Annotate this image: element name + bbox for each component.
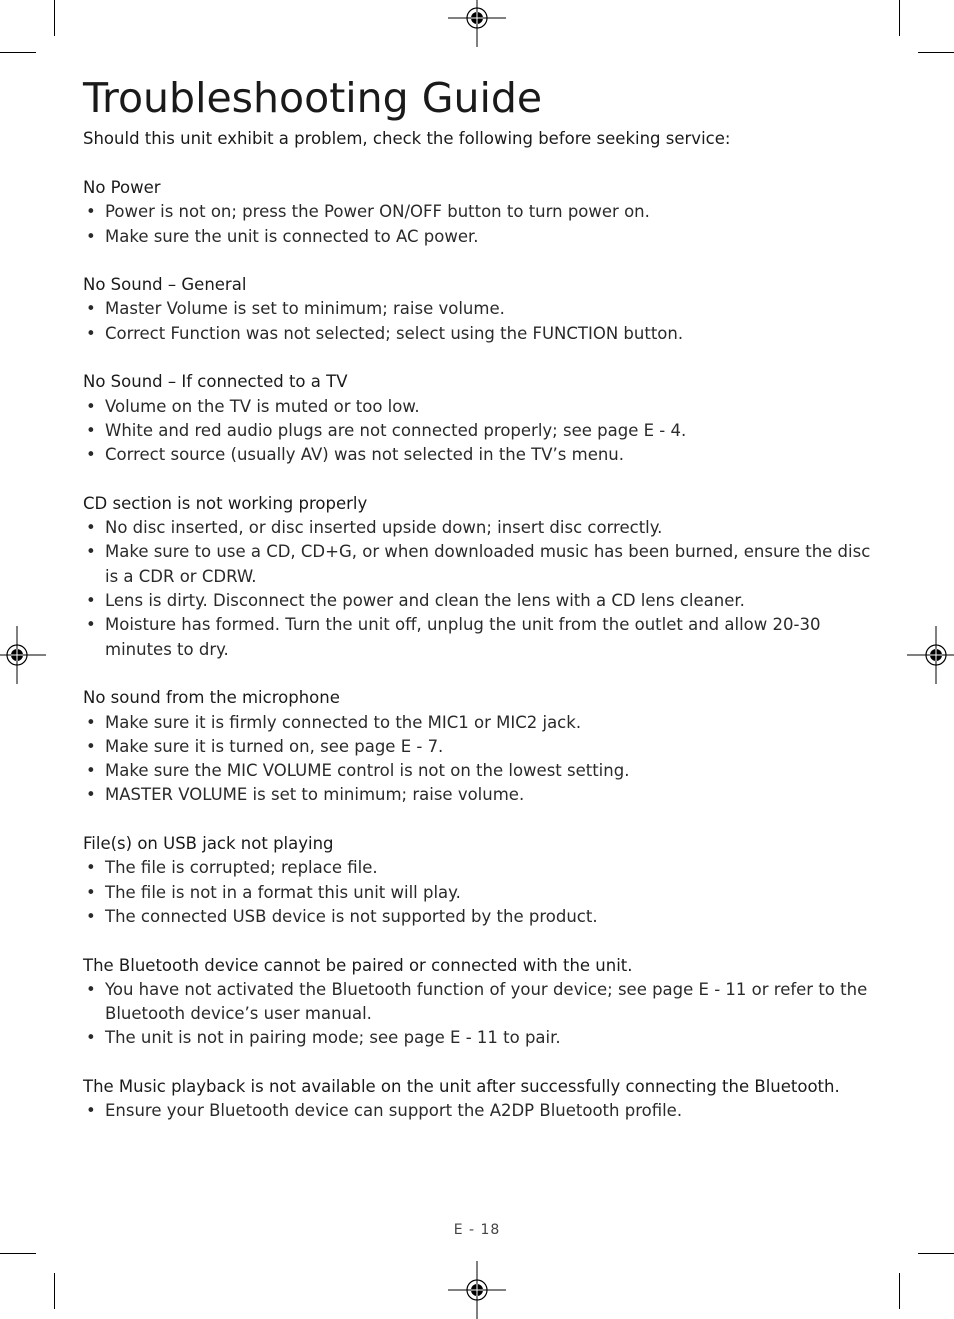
list-item — [83, 1099, 873, 1123]
list-item-text: Power is not on; press the Power ON/OFF button to turn power on. — [105, 202, 650, 222]
section-heading: No Sound – If connected to a TV — [83, 372, 348, 392]
list-item-text: Make sure it is firmly connected to the MIC1 or MIC2 jack. — [105, 712, 582, 732]
bullet-icon: • — [86, 906, 96, 926]
list-item-text: Make sure it is turned on, see page E - 7. — [105, 736, 444, 756]
section-heading: No Power — [83, 178, 161, 197]
list-item — [83, 905, 873, 929]
registration-mark-icon — [0, 626, 46, 684]
bullet-list — [83, 711, 873, 808]
bullet-list — [83, 978, 873, 1051]
registration-mark-icon — [907, 626, 954, 684]
list-item — [83, 783, 873, 807]
bullet-icon: • — [86, 420, 96, 440]
troubleshooting-section — [83, 273, 873, 346]
list-item-text: Make sure to use a CD, CD+G, or when downloaded music has been burned, ensure the disc is a CDR or CDRW. — [105, 542, 871, 586]
list-item-text: Correct Function was not selected; select using the FUNCTION button. — [105, 323, 684, 343]
bullet-list — [83, 1099, 873, 1123]
crop-mark — [0, 52, 36, 53]
section-heading: File(s) on USB jack not playing — [83, 834, 334, 854]
section-heading: CD section is not working properly — [83, 493, 368, 513]
section-heading: The Bluetooth device cannot be paired or connected with the unit. — [83, 955, 633, 975]
list-item-text: Moisture has formed. Turn the unit off, unplug the unit from the outlet and allow 20-30 minutes to dry. — [105, 615, 821, 659]
list-item-text: You have not activated the Bluetooth function of your device; see page E - 11 or refer to the Bluetooth device’s user manual. — [105, 979, 868, 1024]
bullet-icon: • — [86, 761, 96, 781]
bullet-list — [83, 297, 873, 346]
list-item-text: Volume on the TV is muted or too low. — [105, 396, 420, 416]
troubleshooting-section — [83, 954, 873, 1051]
bullet-icon: • — [86, 736, 96, 756]
registration-mark-icon — [448, 0, 506, 47]
list-item — [83, 711, 873, 735]
list-item-text: White and red audio plugs are not connected properly; see page E - 4. — [105, 420, 687, 440]
bullet-icon: • — [86, 396, 96, 416]
bullet-icon: • — [86, 202, 96, 222]
crop-mark — [0, 1253, 36, 1254]
list-item — [83, 856, 873, 880]
troubleshooting-section — [83, 686, 873, 807]
list-item — [83, 322, 873, 346]
crop-mark — [54, 1273, 55, 1309]
list-item-text: MASTER VOLUME is set to minimum; raise volume. — [105, 785, 525, 805]
bullet-icon: • — [86, 882, 96, 902]
bullet-icon: • — [86, 591, 96, 611]
bullet-icon: • — [86, 979, 96, 999]
intro-text: Should this unit exhibit a problem, check the following before seeking service: — [83, 129, 731, 148]
troubleshooting-section — [83, 832, 873, 929]
list-item — [83, 200, 873, 224]
bullet-list — [83, 516, 873, 662]
crop-mark — [899, 1273, 900, 1309]
list-item — [83, 516, 873, 540]
list-item — [83, 589, 873, 613]
list-item — [83, 881, 873, 905]
list-item-text: The file is not in a format this unit will play. — [105, 882, 461, 902]
page-title: Troubleshooting Guide — [83, 74, 543, 122]
list-item-text: Lens is dirty. Disconnect the power and clean the lens with a CD lens cleaner. — [105, 591, 745, 611]
list-item — [83, 1026, 873, 1050]
crop-mark — [918, 52, 954, 53]
bullet-icon: • — [86, 1028, 96, 1048]
bullet-list — [83, 200, 873, 249]
bullet-icon: • — [86, 299, 96, 319]
list-item — [83, 759, 873, 783]
bullet-icon: • — [86, 615, 96, 635]
list-item-text: The unit is not in pairing mode; see page E - 11 to pair. — [105, 1028, 561, 1048]
registration-mark-icon — [448, 1261, 506, 1319]
bullet-icon: • — [86, 518, 96, 538]
bullet-icon: • — [86, 445, 96, 465]
bullet-icon: • — [86, 542, 96, 562]
crop-mark — [918, 1253, 954, 1254]
list-item-text: No disc inserted, or disc inserted upside down; insert disc correctly. — [105, 518, 663, 538]
bullet-icon: • — [86, 323, 96, 343]
list-item — [83, 395, 873, 419]
list-item-text: Ensure your Bluetooth device can support the A2DP Bluetooth profile. — [105, 1101, 683, 1121]
bullet-icon: • — [86, 1101, 96, 1121]
list-item — [83, 735, 873, 759]
section-heading: No sound from the microphone — [83, 688, 340, 708]
bullet-icon: • — [86, 226, 96, 246]
troubleshooting-sections — [83, 176, 873, 1148]
troubleshooting-section — [83, 492, 873, 662]
bullet-icon: • — [86, 785, 96, 805]
list-item — [83, 978, 873, 1027]
troubleshooting-section — [83, 1075, 873, 1124]
crop-mark — [54, 0, 55, 36]
bullet-list — [83, 856, 873, 929]
section-heading: The Music playback is not available on the unit after successfully connecting the Bluetooth. — [83, 1076, 840, 1096]
list-item — [83, 297, 873, 321]
list-item-text: Master Volume is set to minimum; raise volume. — [105, 299, 505, 319]
list-item — [83, 225, 873, 249]
list-item — [83, 613, 873, 662]
list-item — [83, 419, 873, 443]
crop-mark — [899, 0, 900, 36]
troubleshooting-section — [83, 370, 873, 467]
list-item-text: Correct source (usually AV) was not selected in the TV’s menu. — [105, 445, 625, 465]
troubleshooting-section — [83, 176, 873, 249]
bullet-icon: • — [86, 858, 96, 878]
list-item-text: Make sure the MIC VOLUME control is not on the lowest setting. — [105, 761, 630, 781]
section-heading: No Sound – General — [83, 275, 247, 295]
bullet-list — [83, 395, 873, 468]
bullet-icon: • — [86, 712, 96, 732]
list-item — [83, 540, 873, 589]
list-item — [83, 443, 873, 467]
page-number: E - 18 — [453, 1222, 501, 1238]
list-item-text: The connected USB device is not supported by the product. — [105, 906, 598, 926]
list-item-text: Make sure the unit is connected to AC power. — [105, 226, 479, 246]
list-item-text: The file is corrupted; replace file. — [105, 858, 378, 878]
